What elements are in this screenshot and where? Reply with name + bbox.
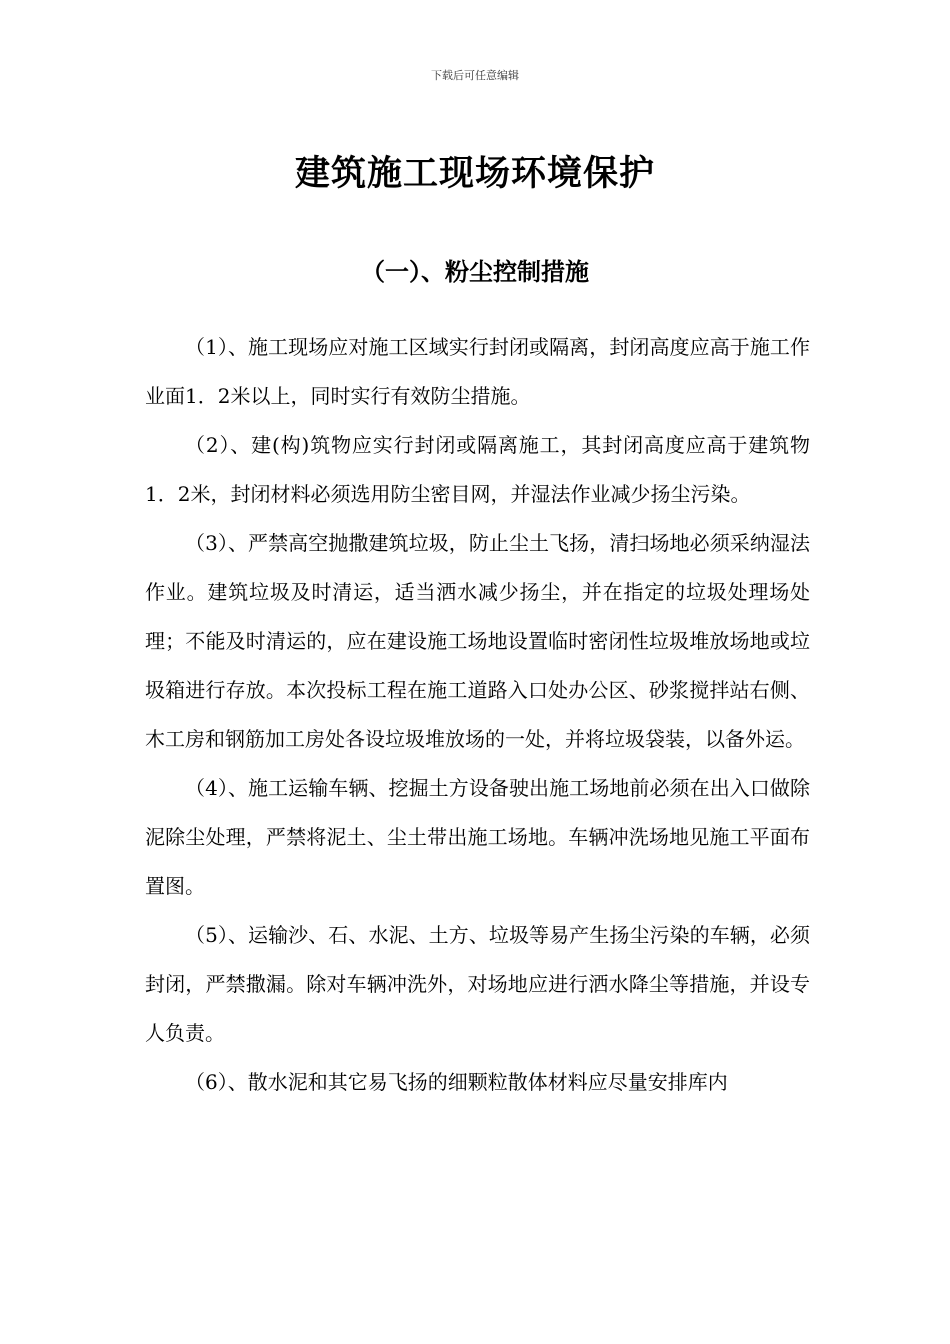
paragraph-4: （4）、施工运输车辆、挖掘土方设备驶出施工场地前必须在出入口做除泥除尘处理，严禁将泥土、尘土带出施工场地。车辆冲洗场地见施工平面布置图。 bbox=[145, 776, 810, 898]
paragraph-6: （6）、散水泥和其它易飞扬的细颗粒散体材料应尽量安排库内 bbox=[185, 1070, 728, 1094]
document-title: 建筑施工现场环境保护 bbox=[294, 154, 655, 194]
section-title: （一）、粉尘控制措施 bbox=[361, 258, 589, 286]
paragraph-5: （5）、运输沙、石、水泥、土方、垃圾等易产生扬尘污染的车辆，必须封闭，严禁撒漏。除对车辆冲洗外，对场地应进行洒水降尘等措施，并设专人负责。 bbox=[145, 923, 810, 1045]
header-note: 下载后可任意编辑 bbox=[431, 69, 519, 82]
document-body bbox=[145, 323, 810, 1107]
paragraph-3: （3）、严禁高空抛撒建筑垃圾，防止尘土飞扬，清扫场地必须采纳湿法作业。建筑垃圾及时清运，适当洒水减少扬尘，并在指定的垃圾处理场处理；不能及时清运的，应在建设施工场地设置临时密闭性垃圾堆放场地或垃圾箱进行存放。本次投标工程在施工道路入口处办公区、砂浆搅拌站右侧、木工房和钢筋加工房处各设垃圾堆放场的一处，并将垃圾袋装，以备外运。 bbox=[145, 531, 810, 751]
paragraph-1: （1）、施工现场应对施工区域实行封闭或隔离，封闭高度应高于施工作业面1．2米以上，同时实行有效防尘措施。 bbox=[145, 335, 810, 408]
paragraph-2: （2）、建(构)筑物应实行封闭或隔离施工，其封闭高度应高于建筑物1．2米，封闭材料必须选用防尘密目网，并湿法作业减少扬尘污染。 bbox=[145, 433, 810, 506]
